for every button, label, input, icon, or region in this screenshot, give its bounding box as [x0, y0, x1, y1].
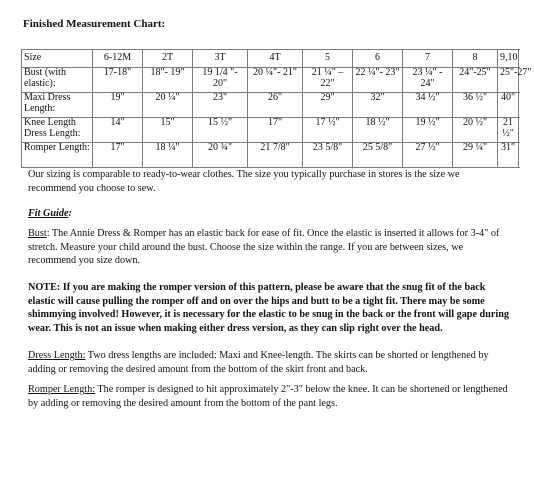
romper-length-text: The romper is designed to hit approximately 2"-3" below the knee. It can be shortened or lengthened by adding or removing the desired amount from the bottom of the pant legs. — [28, 384, 508, 409]
table-cell: 18 ¼" — [143, 143, 193, 168]
table-cell: 22 ¼"- 23" — [353, 68, 403, 93]
table-cell: 14" — [93, 118, 143, 143]
table-cell: 8 — [453, 50, 498, 68]
table-cell: 25"-27" — [498, 68, 519, 93]
row-label: Romper Length: — [22, 143, 93, 168]
table-cell: 19" — [93, 93, 143, 118]
table-row — [22, 143, 519, 168]
bust-paragraph — [28, 227, 510, 268]
table-cell: 21 7/8" — [248, 143, 303, 168]
bust-text: : The Annie Dress & Romper has an elastic back for ease of fit. Once the elastic is inserted it allows for 3-4" of stretch. Measure your child around the bust. Choose the size within the range. If you are between sizes, we recommend you size down. — [28, 228, 500, 266]
table-cell: 18"- 19" — [143, 68, 193, 93]
table-cell: 17-18" — [93, 68, 143, 93]
table-cell: 20 ¾" — [193, 143, 248, 168]
dress-length-label: Dress Length: — [28, 350, 86, 361]
romper-note: NOTE: If you are making the romper version of this pattern, please be aware that the snug fit of the back elastic will cause pulling the romper off and on over the hips and butt to be a tight fit. There may be some shimmying involved! However, it is necessary for the elastic to be snug in the back or the front will gape during wear. This is not an issue when making either dress version, as they can slip right over the head. — [28, 282, 509, 334]
table-cell: 20 ¼" — [143, 93, 193, 118]
table-cell: 25 5/8" — [353, 143, 403, 168]
row-label: Maxi Dress Length: — [22, 93, 93, 118]
table-cell: 6 — [353, 50, 403, 68]
table-cell: 7 — [403, 50, 453, 68]
table-cell: 2T — [143, 50, 193, 68]
fit-guide-heading — [28, 207, 72, 221]
row-label: Knee Length Dress Length: — [22, 118, 93, 143]
table-row — [22, 50, 519, 68]
table-row — [22, 93, 519, 118]
row-label: Bust (with elastic): — [22, 68, 93, 93]
measurement-table — [21, 49, 532, 168]
table-cell: 4T — [248, 50, 303, 68]
table-cell: 29 ¼" — [453, 143, 498, 168]
table-cell: 29" — [303, 93, 353, 118]
table-row — [22, 68, 519, 93]
table-cell: 23 5/8" — [303, 143, 353, 168]
table-row — [22, 118, 519, 143]
table-cell: 20 ½" — [453, 118, 498, 143]
table-cell: 40" — [498, 93, 519, 118]
table-cell: 21 ¼" – 22" — [303, 68, 353, 93]
table-cell: 26" — [248, 93, 303, 118]
table-cell: 15" — [143, 118, 193, 143]
table-cell: 36 ½" — [453, 93, 498, 118]
table-cell: 19 1/4 "- 20" — [193, 68, 248, 93]
table-cell: 15 ½" — [193, 118, 248, 143]
table-cell: 6-12M — [93, 50, 143, 68]
table-cell: 5 — [303, 50, 353, 68]
table-cell: 31" — [498, 143, 519, 168]
table-cell: 20 ¼"- 21" — [248, 68, 303, 93]
dress-length-text: Two dress lengths are included: Maxi and Knee-length. The skirts can be shorted or lengthened by adding or removing the desired amount from the bottom of the skirt front and back. — [28, 350, 489, 375]
table-cell: 24"-25" — [453, 68, 498, 93]
table-cell: 23" — [193, 93, 248, 118]
table-cell: 9,10 — [498, 50, 519, 68]
table-cell: 3T — [193, 50, 248, 68]
sizing-note: Our sizing is comparable to ready-to-wear clothes. The size you typically purchase in stores is the size we recommend you choose to sew. — [28, 169, 460, 194]
chart-title: Finished Measurement Chart: — [23, 18, 166, 30]
table-cell: 32" — [353, 93, 403, 118]
dress-length-paragraph — [28, 349, 510, 376]
table-cell: 27 ½" — [403, 143, 453, 168]
table-cell: 34 ½" — [403, 93, 453, 118]
table-cell: 17" — [248, 118, 303, 143]
table-cell: 19 ½" — [403, 118, 453, 143]
row-label: Size — [22, 50, 93, 68]
romper-length-paragraph — [28, 383, 510, 410]
table-cell: 23 ¼" - 24" — [403, 68, 453, 93]
table-cell: 21 ½" — [498, 118, 519, 143]
table-cell: 17" — [93, 143, 143, 168]
fit-guide-colon: : — [68, 208, 72, 219]
table-cell: 18 ½" — [353, 118, 403, 143]
romper-length-label: Romper Length: — [28, 384, 96, 395]
bust-label: Bust — [28, 228, 47, 239]
fit-guide-title: Fit Guide — [28, 208, 69, 219]
table-cell: 17 ½" — [303, 118, 353, 143]
